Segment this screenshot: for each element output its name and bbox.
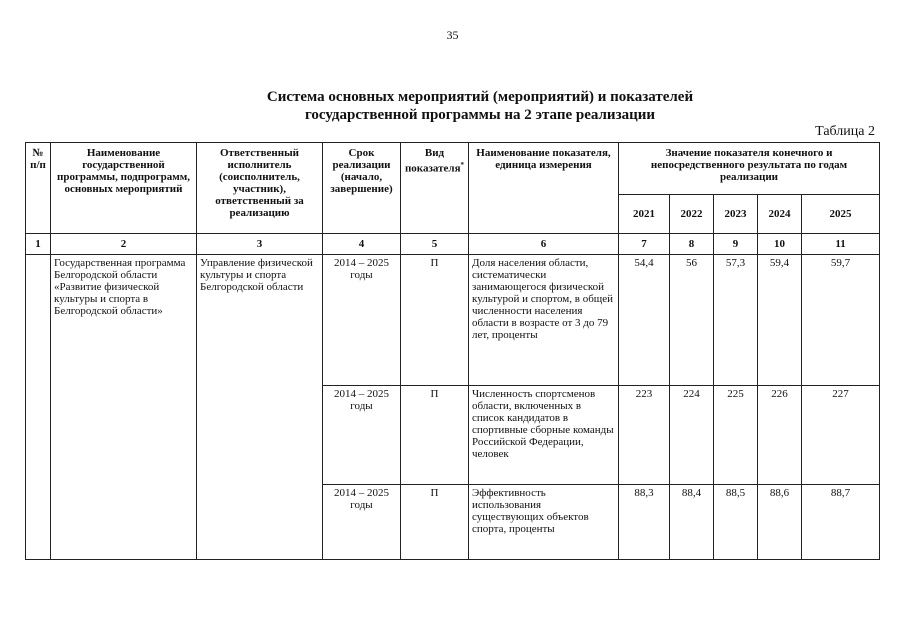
header-indicator: Наименование показателя, единица измерения bbox=[469, 143, 619, 234]
cell-value: 59,4 bbox=[758, 255, 802, 386]
cell-value: 57,3 bbox=[714, 255, 758, 386]
column-number: 8 bbox=[670, 234, 714, 255]
column-numbers-row bbox=[26, 234, 880, 255]
document-title-line-1: Система основных мероприятий (мероприятий) и показателей bbox=[266, 89, 694, 105]
column-number: 9 bbox=[714, 234, 758, 255]
cell-value: 227 bbox=[802, 386, 880, 485]
column-number: 5 bbox=[401, 234, 469, 255]
indicators-table bbox=[25, 142, 880, 560]
header-values-group: Значение показателя конечного и непосредственного результата по годам реализации bbox=[619, 143, 880, 195]
column-number: 11 bbox=[802, 234, 880, 255]
cell-num bbox=[26, 255, 51, 560]
column-number: 10 bbox=[758, 234, 802, 255]
column-number: 2 bbox=[51, 234, 197, 255]
cell-value: 225 bbox=[714, 386, 758, 485]
page-number: 35 bbox=[446, 28, 459, 42]
cell-term: 2014 – 2025 годы bbox=[323, 386, 401, 485]
cell-value: 59,7 bbox=[802, 255, 880, 386]
cell-value: 224 bbox=[670, 386, 714, 485]
cell-term: 2014 – 2025 годы bbox=[323, 255, 401, 386]
table-header-row bbox=[26, 143, 880, 195]
header-year: 2022 bbox=[670, 195, 714, 234]
header-name: Наименование государственной программы, подпрограмм, основных мероприятий bbox=[51, 143, 197, 234]
column-number: 1 bbox=[26, 234, 51, 255]
document-title-line-2: государственной программы на 2 этапе реализации bbox=[304, 107, 656, 123]
cell-value: 56 bbox=[670, 255, 714, 386]
header-kind-label: Вид показателя bbox=[404, 147, 461, 175]
cell-value: 88,6 bbox=[758, 485, 802, 560]
header-executor: Ответственный исполнитель (соисполнитель, участник), ответственный за реализацию bbox=[197, 143, 323, 234]
cell-executor: Управление физической культуры и спорта Белгородской области bbox=[197, 255, 323, 560]
cell-indicator: Доля населения области, систематически занимающегося физической культурой и спортом, в общей численности населения области в возрасте от 3 до 79 лет, проценты bbox=[469, 255, 619, 386]
cell-indicator: Эффективность использования существующих объектов спорта, проценты bbox=[469, 485, 619, 560]
cell-program-name: Государственная программа Белгородской области «Развитие физической культуры и спорта в Белгородской области» bbox=[51, 255, 197, 560]
header-year: 2024 bbox=[758, 195, 802, 234]
cell-value: 226 bbox=[758, 386, 802, 485]
table-caption: Таблица 2 bbox=[815, 124, 875, 139]
column-number: 4 bbox=[323, 234, 401, 255]
cell-value: 88,5 bbox=[714, 485, 758, 560]
cell-value: 88,4 bbox=[670, 485, 714, 560]
cell-kind: П bbox=[401, 255, 469, 386]
header-num: № п/п bbox=[26, 143, 51, 234]
header-kind-footnote-mark: * bbox=[460, 161, 465, 169]
cell-value: 88,3 bbox=[619, 485, 670, 560]
cell-value: 54,4 bbox=[619, 255, 670, 386]
cell-kind: П bbox=[401, 386, 469, 485]
header-term: Срок реализации (начало, завершение) bbox=[323, 143, 401, 234]
cell-indicator: Численность спортсменов области, включенных в список кандидатов в спортивные сборные команды Российской Федерации, человек bbox=[469, 386, 619, 485]
cell-term: 2014 – 2025 годы bbox=[323, 485, 401, 560]
document-title bbox=[100, 88, 860, 124]
cell-value: 223 bbox=[619, 386, 670, 485]
column-number: 3 bbox=[197, 234, 323, 255]
header-year: 2021 bbox=[619, 195, 670, 234]
header-year: 2025 bbox=[802, 195, 880, 234]
header-kind bbox=[401, 143, 469, 234]
column-number: 6 bbox=[469, 234, 619, 255]
header-year: 2023 bbox=[714, 195, 758, 234]
column-number: 7 bbox=[619, 234, 670, 255]
table-row bbox=[26, 255, 880, 386]
cell-value: 88,7 bbox=[802, 485, 880, 560]
cell-kind: П bbox=[401, 485, 469, 560]
